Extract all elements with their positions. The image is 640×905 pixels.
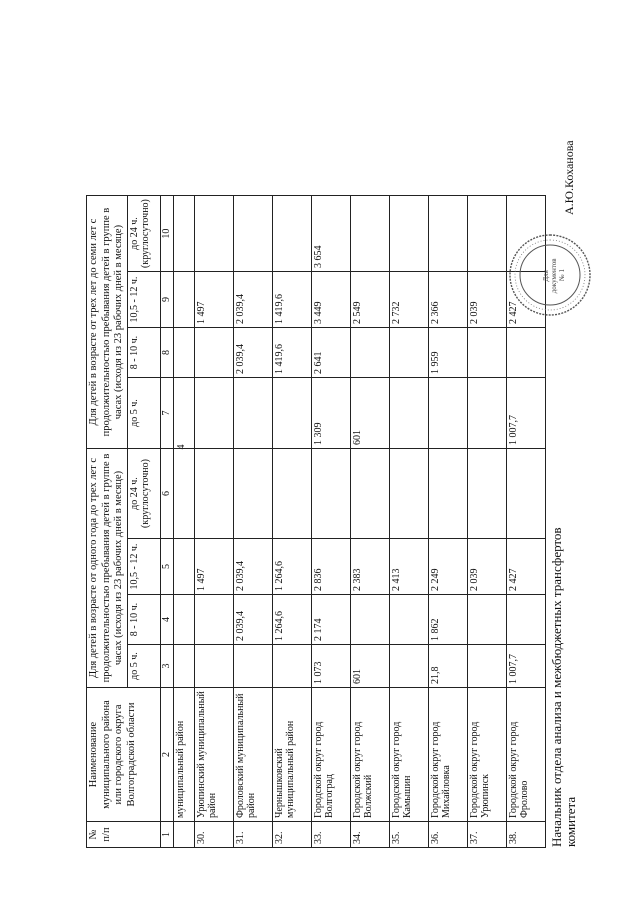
column-number: 10	[160, 196, 173, 272]
row-number: 37.	[467, 822, 506, 848]
row-number: 36.	[428, 822, 467, 848]
row-name: Городской округ город Камышин	[389, 688, 428, 822]
value-cell: 2 836	[311, 539, 350, 595]
value-cell: 1 497	[194, 539, 233, 595]
value-cell: 3 654	[311, 196, 350, 272]
value-cell: 1 497	[194, 272, 233, 328]
value-cell: 1 309	[311, 378, 350, 449]
value-cell	[311, 449, 350, 539]
value-cell: 601	[350, 645, 389, 688]
value-cell	[467, 196, 506, 272]
value-cell	[467, 328, 506, 378]
official-stamp	[508, 233, 592, 317]
value-cell: 601	[350, 378, 389, 449]
continuation-text: муниципальный район	[173, 688, 194, 822]
value-cell	[272, 196, 311, 272]
header-row	[87, 196, 128, 848]
value-cell	[389, 595, 428, 645]
table-row	[428, 196, 467, 848]
value-cell	[467, 378, 506, 449]
row-number: 33.	[311, 822, 350, 848]
value-cell	[428, 378, 467, 449]
stamp-text: Для документов № 1	[542, 258, 566, 294]
column-number: 1	[160, 822, 173, 848]
value-cell	[194, 645, 233, 688]
value-cell	[389, 378, 428, 449]
row-name: Городской округ город Волжский	[350, 688, 389, 822]
value-cell: 2 549	[350, 272, 389, 328]
column-number: 4	[160, 595, 173, 645]
value-cell: 2 039,4	[233, 539, 272, 595]
value-cell	[194, 328, 233, 378]
value-cell	[467, 645, 506, 688]
row-number: 30.	[194, 822, 233, 848]
value-cell: 1 419,6	[272, 272, 311, 328]
column-number: 8	[160, 328, 173, 378]
value-cell	[272, 378, 311, 449]
table-row	[272, 196, 311, 848]
value-cell: 1 959	[428, 328, 467, 378]
column-number: 7	[160, 378, 173, 449]
row-name: Городской округ город Урюпинск	[467, 688, 506, 822]
header-name: Наименование муниципального района или городского округа Волгоградской области	[87, 688, 161, 822]
value-cell	[389, 196, 428, 272]
value-cell: 1 007,7	[506, 645, 545, 688]
row-number: 34.	[350, 822, 389, 848]
value-cell	[428, 449, 467, 539]
value-cell	[272, 645, 311, 688]
value-cell: 2 366	[428, 272, 467, 328]
value-cell: 1 264,6	[272, 539, 311, 595]
row-name: Фроловский муниципальный район	[233, 688, 272, 822]
subheader-cell: до 24 ч. (круглосуточно)	[127, 196, 160, 272]
column-number: 2	[160, 688, 173, 822]
page-number: 4	[176, 444, 187, 450]
value-cell: 1 007,7	[506, 378, 545, 449]
row-number: 32.	[272, 822, 311, 848]
row-number: 31.	[233, 822, 272, 848]
row-name: Городской округ город Михайловка	[428, 688, 467, 822]
value-cell: 2 427	[506, 272, 545, 328]
value-cell: 1 073	[311, 645, 350, 688]
value-cell: 2 383	[350, 539, 389, 595]
value-cell: 2 039	[467, 539, 506, 595]
value-cell	[350, 449, 389, 539]
value-cell: 2 427	[506, 539, 545, 595]
value-cell: 2 732	[389, 272, 428, 328]
continuation-row	[173, 196, 194, 848]
value-cell: 1 862	[428, 595, 467, 645]
header-group-3-7: Для детей в возрасте от трех лет до семи лет с продолжительностью пребывания детей в группе в часах (исходя из 23 рабочих дней в месяце)	[87, 196, 128, 449]
value-cell	[506, 595, 545, 645]
subheader-cell: до 5 ч.	[127, 378, 160, 449]
header-group-1-3: Для детей в возрасте от одного года до трех лет с продолжительностью пребывания детей в группе в часах (исходя из 23 рабочих дней в месяце)	[87, 449, 128, 688]
column-number-row	[160, 196, 173, 848]
value-cell: 1 419,6	[272, 328, 311, 378]
value-cell	[467, 595, 506, 645]
signature-position: Начальник отдела анализа и межбюджетных трансфертов комитета	[549, 527, 578, 847]
value-cell: 2 174	[311, 595, 350, 645]
value-cell	[233, 449, 272, 539]
subheader-cell: 10,5 - 12 ч.	[127, 272, 160, 328]
tariff-table	[86, 195, 546, 848]
signatory-name: А.Ю.Коханова	[562, 140, 576, 215]
value-cell	[233, 645, 272, 688]
row-name: Городской округ город Волгоград	[311, 688, 350, 822]
value-cell: 2 413	[389, 539, 428, 595]
value-cell: 2 039,4	[233, 272, 272, 328]
value-cell	[233, 378, 272, 449]
value-cell	[233, 196, 272, 272]
row-number: 38.	[506, 822, 545, 848]
table-row	[350, 196, 389, 848]
value-cell	[389, 645, 428, 688]
column-number: 3	[160, 645, 173, 688]
header-no: № п/п	[87, 822, 161, 848]
value-cell: 2 641	[311, 328, 350, 378]
value-cell: 2 039,4	[233, 595, 272, 645]
value-cell	[194, 595, 233, 645]
column-number: 9	[160, 272, 173, 328]
value-cell	[350, 196, 389, 272]
value-cell	[194, 449, 233, 539]
table-row	[311, 196, 350, 848]
table-row	[194, 196, 233, 848]
value-cell: 2 039	[467, 272, 506, 328]
value-cell: 21,8	[428, 645, 467, 688]
table-row	[233, 196, 272, 848]
value-cell	[350, 328, 389, 378]
row-name: Городской округ город Фролово	[506, 688, 545, 822]
subheader-cell: до 24 ч. (круглосуточно)	[127, 449, 160, 539]
value-cell	[272, 449, 311, 539]
row-number: 35.	[389, 822, 428, 848]
subheader-cell: до 5 ч.	[127, 645, 160, 688]
table-body	[194, 196, 545, 848]
value-cell: 2 039,4	[233, 328, 272, 378]
value-cell	[428, 196, 467, 272]
table-row	[389, 196, 428, 848]
value-cell: 1 264,6	[272, 595, 311, 645]
column-number: 5	[160, 539, 173, 595]
value-cell	[194, 196, 233, 272]
table-cell	[173, 822, 194, 848]
subheader-cell: 10,5 - 12 ч.	[127, 539, 160, 595]
value-cell: 3 449	[311, 272, 350, 328]
value-cell	[506, 328, 545, 378]
value-cell	[389, 449, 428, 539]
value-cell	[467, 449, 506, 539]
column-number: 6	[160, 449, 173, 539]
value-cell	[506, 449, 545, 539]
row-name: Урюпинский муниципальный район	[194, 688, 233, 822]
value-cell: 2 249	[428, 539, 467, 595]
subheader-cell: 8 - 10 ч.	[127, 595, 160, 645]
value-cell	[389, 328, 428, 378]
subheader-cell: 8 - 10 ч.	[127, 328, 160, 378]
value-cell	[194, 378, 233, 449]
value-cell	[350, 595, 389, 645]
row-name: Чернышковский муниципальный район	[272, 688, 311, 822]
table-row	[467, 196, 506, 848]
